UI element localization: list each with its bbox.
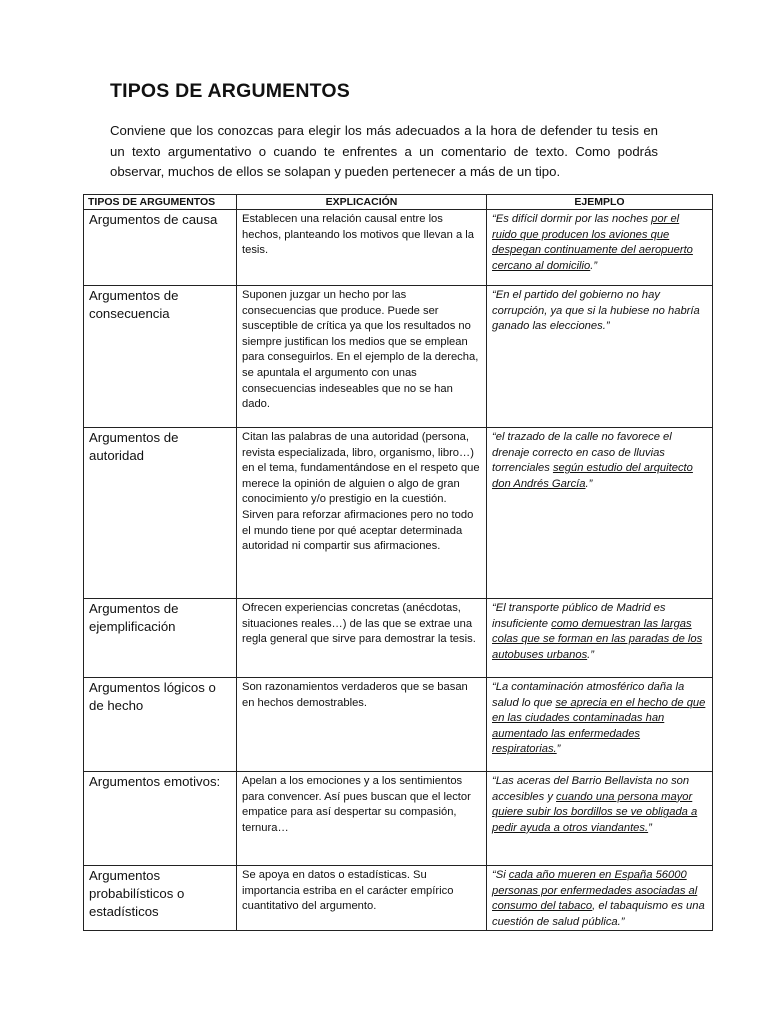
arguments-table xyxy=(83,194,713,931)
argument-type: Argumentos de ejemplificación xyxy=(84,599,237,678)
argument-type: Argumentos de consecuencia xyxy=(84,286,237,428)
table-header-row xyxy=(84,195,713,210)
example-segment: “el trazado de la calle no favorece el drenaje correcto en caso de lluvias torrenciales xyxy=(492,431,672,475)
example-underlined-segment: como demuestran las largas colas que se forman en las paradas de los autobuses urbanos xyxy=(492,617,703,661)
example-segment: , el tabaquismo es una cuestión de salud pública.” xyxy=(492,900,705,928)
argument-example xyxy=(487,772,713,866)
example-segment: “En el partido del gobierno no hay corrupción, ya que si la hubiese no habría ganado las elecciones.” xyxy=(492,289,700,333)
argument-explanation: Establecen una relación causal entre los hechos, planteando los motivos que llevan a la tesis. xyxy=(237,210,487,286)
argument-type: Argumentos de causa xyxy=(84,210,237,286)
example-segment: “Es difícil dormir por las noches xyxy=(492,213,652,225)
argument-explanation: Citan las palabras de una autoridad (persona, revista especializada, libro, organismo, libro…) en el tema, fundamentándose en el respeto que merece la opinión de alguien o algo de gran conocimiento y/o prestigio en la cuestión. Sirven para reforzar afirmaciones pero no todo el mundo tiene por qué aceptar determinada autoridad ni compartir sus afirmaciones. xyxy=(237,428,487,599)
argument-type: Argumentos lógicos o de hecho xyxy=(84,678,237,772)
table-row xyxy=(84,428,713,599)
argument-explanation: Suponen juzgar un hecho por las consecuencias que produce. Puede ser susceptible de crítica ya que los resultados no siempre justifican los medios que se emplean para conseguirlos. En el ejemplo de la derecha, se apuntala el argumento con unas consecuencias indeseables que no se han dado. xyxy=(237,286,487,428)
argument-explanation: Apelan a los emociones y a los sentimientos para convencer. Así pues buscan que el lector empatice para así despertar su compasión, ternura… xyxy=(237,772,487,866)
example-segment: “Si xyxy=(492,869,509,881)
table-row xyxy=(84,866,713,931)
argument-explanation: Se apoya en datos o estadísticas. Su importancia estriba en el carácter empírico cuantitativo del argumento. xyxy=(237,866,487,931)
example-underlined-segment: por el ruido que producen los aviones que despegan continuamente del aeropuerto cercano al domicilio xyxy=(492,213,693,272)
example-segment: ” xyxy=(648,821,652,834)
argument-explanation: Son razonamientos verdaderos que se basan en hechos demostrables. xyxy=(237,678,487,772)
header-example: EJEMPLO xyxy=(487,195,713,210)
example-segment: .” xyxy=(590,259,598,272)
example-underlined-segment: cada año mueren en España 56000 personas por enfermedades asociadas al consumo del tabaco xyxy=(492,869,698,913)
example-segment: “El transporte público de Madrid es insuficiente xyxy=(492,602,666,630)
argument-example xyxy=(487,678,713,772)
argument-type: Argumentos de autoridad xyxy=(84,428,237,599)
table-row xyxy=(84,678,713,772)
argument-example xyxy=(487,210,713,286)
header-types: TIPOS DE ARGUMENTOS xyxy=(84,195,237,210)
table-row xyxy=(84,286,713,428)
example-segment: “Las aceras del Barrio Bellavista no son accesibles y xyxy=(492,775,690,803)
argument-example xyxy=(487,428,713,599)
example-segment: .” xyxy=(585,477,593,490)
example-underlined-segment: se aprecia en el hecho de que en las ciudades contaminadas han aumentado las enfermedades respiratorias. xyxy=(492,696,706,756)
example-segment: .” xyxy=(587,648,595,661)
argument-type: Argumentos emotivos: xyxy=(84,772,237,866)
table-row xyxy=(84,210,713,286)
argument-explanation: Ofrecen experiencias concretas (anécdotas, situaciones reales…) de las que se extrae una regla general que sirve para demostrar la tesis. xyxy=(237,599,487,678)
argument-example xyxy=(487,286,713,428)
page-title: TIPOS DE ARGUMENTOS xyxy=(110,80,350,102)
argument-type: Argumentos probabilísticos o estadísticos xyxy=(84,866,237,931)
intro-paragraph: Conviene que los conozcas para elegir los más adecuados a la hora de defender tu tesis en un texto argumentativo o cuando te enfrentes a un comentario de texto. Como podrás observar, muchos de ellos se solapan y pueden pertenecer a más de un tipo. xyxy=(110,123,658,179)
argument-example xyxy=(487,866,713,931)
example-segment: ” xyxy=(556,743,561,756)
header-explanation: EXPLICACIÓN xyxy=(237,195,487,210)
example-segment: “La contaminación atmosférico daña la salud lo que xyxy=(492,681,685,709)
argument-example xyxy=(487,599,713,678)
example-underlined-segment: según estudio del arquitecto don Andrés García xyxy=(492,462,693,490)
table-row xyxy=(84,599,713,678)
example-underlined-segment: cuando una persona mayor quiere subir los bordillos se ve obligada a pedir ayuda a otros viandantes. xyxy=(492,790,698,834)
table-row xyxy=(84,772,713,866)
